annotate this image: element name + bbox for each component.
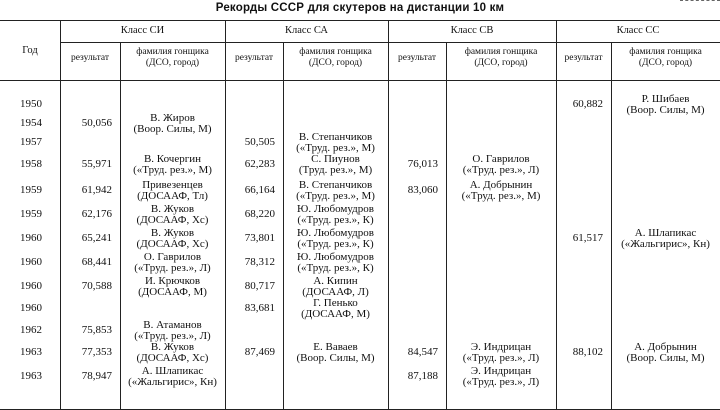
- year-cell: 1963: [20, 346, 42, 358]
- result-cell: 75,853: [81, 324, 112, 336]
- year-cell: 1960: [20, 280, 42, 292]
- result-cell: 83,060: [407, 184, 438, 196]
- racer-club-cell: (Воор. Силы, М): [626, 104, 705, 116]
- year-cell: 1954: [20, 117, 42, 129]
- racer-name-cell: Э. Индрицан: [470, 365, 532, 377]
- year-cell: 1962: [20, 324, 42, 336]
- header-bottom-border: [0, 80, 720, 81]
- year-cell: 1957: [20, 136, 42, 148]
- year-cell: 1959: [20, 184, 42, 196]
- racer-name-cell: А. Шлапикас: [141, 365, 204, 377]
- racer-club-cell: («Труд. рез.», Л): [462, 376, 540, 388]
- racer-name-cell: И. Крючков: [144, 275, 201, 287]
- racer-club-cell: («Труд. рез.», М): [296, 142, 375, 154]
- header-result: результат: [234, 53, 274, 63]
- result-cell: 76,013: [407, 158, 438, 170]
- racer-club-cell: (ДОСААФ, Хс): [136, 352, 209, 364]
- racer-club-cell: (Воор. Силы, М): [133, 123, 212, 135]
- racer-club-cell: («Труд. рез.», Л): [134, 262, 211, 274]
- result-cell: 66,164: [244, 184, 275, 196]
- result-cell: 61,517: [572, 232, 603, 244]
- header-class-sa: Класс СА: [285, 25, 328, 36]
- result-cell: 68,220: [244, 208, 275, 220]
- header-racer-line2: (ДСО, город): [308, 58, 363, 68]
- racer-club-cell: («Труд. рез.», Л): [462, 352, 540, 364]
- racer-club-cell: (Труд. рез.», М): [298, 164, 373, 176]
- racer-name-cell: Э. Индрицан: [470, 341, 532, 353]
- racer-name-cell: В. Жиров: [150, 112, 195, 124]
- racer-club-cell: (Воор. Силы, М): [626, 352, 705, 364]
- racer-name-cell: В. Жуков: [150, 341, 195, 353]
- racer-club-cell: («Труд. рез.», Л): [134, 330, 211, 342]
- racer-name-cell: О. Гаврилов: [143, 251, 202, 263]
- header-class-ss: Класс СС: [616, 25, 660, 36]
- result-cell: 50,505: [244, 136, 275, 148]
- result-cell: 73,801: [244, 232, 275, 244]
- racer-name-cell: А. Добрынин: [634, 341, 697, 353]
- result-cell: 68,441: [81, 256, 112, 268]
- racer-club-cell: (ДОСААФ, М): [301, 308, 370, 320]
- result-cell: 88,102: [572, 346, 603, 358]
- result-cell: 77,353: [81, 346, 112, 358]
- racer-name-cell: Е. Ваваев: [313, 341, 358, 353]
- result-cell: 61,942: [81, 184, 112, 196]
- year-cell: 1960: [20, 256, 42, 268]
- page-title: Рекорды СССР для скутеров на дистанции 10 км: [215, 2, 505, 14]
- racer-club-cell: («Жальгирис», Кн): [621, 238, 710, 250]
- table-top-border: [0, 20, 720, 21]
- racer-club-cell: («Труд. рез.», Л): [462, 164, 540, 176]
- racer-name-cell: Р. Шибаев: [641, 93, 690, 105]
- result-cell: 83,681: [244, 302, 275, 314]
- year-cell: 1959: [20, 208, 42, 220]
- result-cell: 50,056: [81, 117, 112, 129]
- year-cell: 1950: [20, 98, 42, 110]
- result-cell: 80,717: [244, 280, 275, 292]
- year-cell: 1958: [20, 158, 42, 170]
- racer-club-cell: («Жальгирис», Кн): [128, 376, 217, 388]
- racer-name-cell: Ю. Любомудров: [297, 251, 374, 263]
- racer-club-cell: (ДОСААФ, Хс): [136, 214, 209, 226]
- racer-name-cell: В. Степанчиков: [298, 131, 373, 143]
- result-cell: 62,176: [81, 208, 112, 220]
- year-cell: 1963: [20, 370, 42, 382]
- racer-name-cell: А. Шлапикас: [634, 227, 697, 239]
- racer-club-cell: (Воор. Силы, М): [296, 352, 375, 364]
- racer-club-cell: (ДОСААФ, М): [138, 286, 207, 298]
- racer-name-cell: В. Степанчиков: [298, 179, 373, 191]
- result-cell: 70,588: [81, 280, 112, 292]
- year-cell: 1960: [20, 232, 42, 244]
- result-cell: 87,188: [407, 370, 438, 382]
- racer-club-cell: (ДОСААФ, Тл): [137, 190, 208, 202]
- result-cell: 78,312: [244, 256, 275, 268]
- header-racer-line1: фамилия гонщика: [629, 47, 702, 57]
- racer-name-cell: В. Жуков: [150, 227, 195, 239]
- year-cell: 1960: [20, 302, 42, 314]
- header-result: результат: [70, 53, 110, 63]
- racer-club-cell: («Труд. рез.», К): [297, 238, 374, 250]
- header-racer-line1: фамилия гонщика: [464, 47, 538, 57]
- racer-name-cell: Г. Пенько: [313, 297, 358, 309]
- top-edge-mark: [680, 0, 720, 3]
- racer-club-cell: (ДОСААФ, Л): [302, 286, 369, 298]
- result-cell: 55,971: [81, 158, 112, 170]
- racer-name-cell: О. Гаврилов: [472, 153, 530, 165]
- result-cell: 84,547: [407, 346, 438, 358]
- racer-name-cell: В. Атаманов: [143, 319, 202, 331]
- header-racer-line2: (ДСО, город): [474, 58, 528, 68]
- header-result: результат: [397, 53, 437, 63]
- header-racer-line2: (ДСО, город): [638, 58, 693, 68]
- class-header-divider: [60, 42, 720, 43]
- racer-club-cell: («Труд. рез.», М): [461, 190, 541, 202]
- racer-name-cell: Ю. Любомудров: [297, 203, 374, 215]
- result-cell: 62,283: [244, 158, 275, 170]
- header-class-si: Класс СИ: [120, 25, 165, 36]
- header-result: результат: [564, 53, 603, 63]
- header-racer-line1: фамилия гонщика: [299, 47, 372, 57]
- racer-name-cell: А. Кипин: [313, 275, 358, 287]
- racer-club-cell: («Труд. рез.», М): [296, 190, 375, 202]
- racer-name-cell: Ю. Любомудров: [297, 227, 374, 239]
- racer-name-cell: С. Пиунов: [311, 153, 360, 165]
- racer-club-cell: («Труд. рез.», М): [133, 164, 212, 176]
- result-cell: 87,469: [244, 346, 275, 358]
- racer-club-cell: («Труд. рез.», К): [297, 214, 374, 226]
- racer-name-cell: В. Жуков: [150, 203, 195, 215]
- header-racer-line1: фамилия гонщика: [136, 47, 209, 57]
- racer-name-cell: В. Кочергин: [143, 153, 202, 165]
- racer-club-cell: («Труд. рез.», К): [297, 262, 374, 274]
- header-racer-line2: (ДСО, город): [145, 58, 200, 68]
- header-class-sv: Класс СВ: [450, 25, 494, 36]
- result-cell: 65,241: [81, 232, 112, 244]
- result-cell: 78,947: [81, 370, 112, 382]
- racer-name-cell: А. Добрынин: [469, 179, 533, 191]
- result-cell: 60,882: [572, 98, 603, 110]
- racer-name-cell: Привезенцев: [142, 179, 203, 191]
- racer-club-cell: (ДОСААФ, Хс): [136, 238, 209, 250]
- records-table: [0, 20, 720, 410]
- header-year: Год: [22, 45, 38, 56]
